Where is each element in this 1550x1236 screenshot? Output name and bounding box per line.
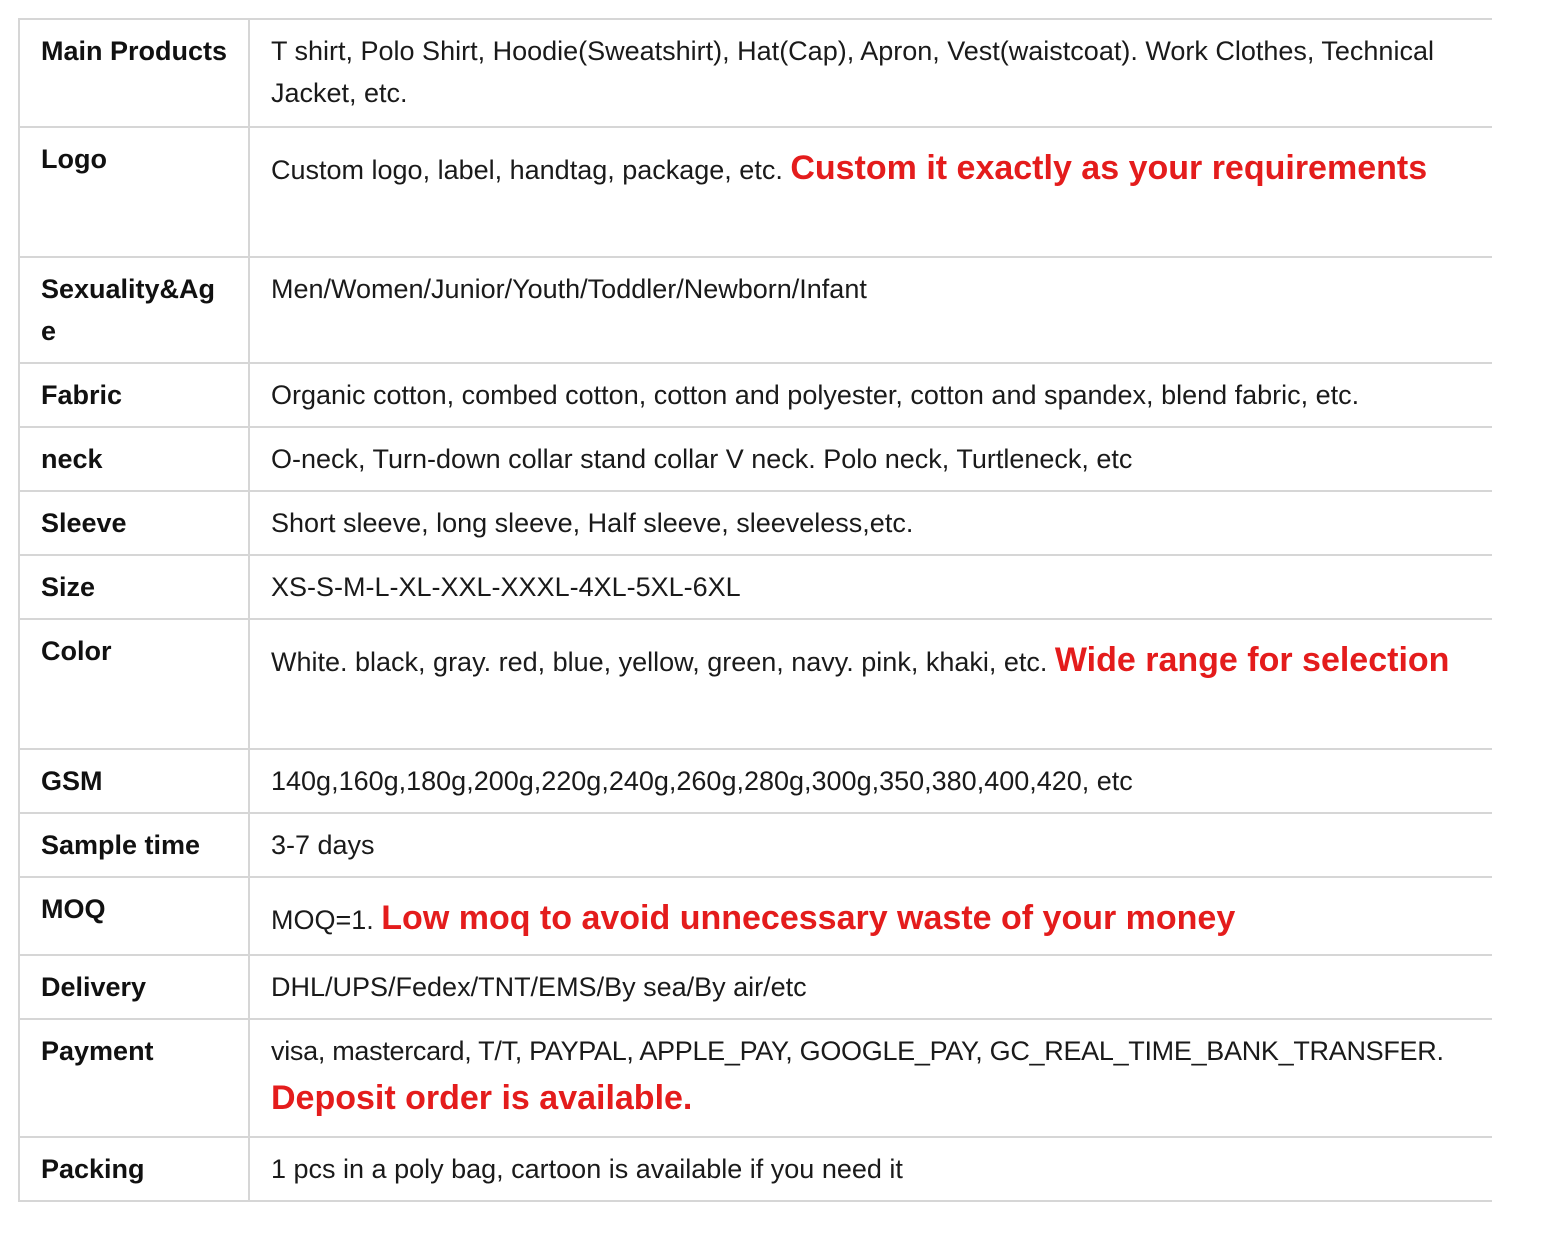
table-row [19, 257, 1492, 363]
row-label-fabric: Fabric [19, 363, 249, 427]
table-row [19, 619, 1492, 749]
row-label-sleeve: Sleeve [19, 491, 249, 555]
row-value-main-products [249, 19, 1492, 127]
row-label-neck: neck [19, 427, 249, 491]
row-value-color [249, 619, 1492, 749]
row-value-packing: 1 pcs in a poly bag, cartoon is available if you need it [249, 1137, 1492, 1201]
row-value-text: White. black, gray. red, blue, yellow, green, navy. pink, khaki, etc. [271, 647, 1055, 677]
row-label-color: Color [19, 619, 249, 749]
highlight-text: Wide range for selection [1054, 641, 1450, 679]
table-row [19, 19, 1492, 127]
table-row [19, 127, 1492, 257]
table-row [19, 491, 1492, 555]
row-value-size: XS-S-M-L-XL-XXL-XXXL-4XL-5XL-6XL [249, 555, 1492, 619]
row-value-text: Custom logo, label, handtag, package, etc. [271, 155, 791, 185]
row-value-text: MOQ=1. [271, 905, 382, 935]
product-spec-table [18, 18, 1492, 1202]
row-label-moq: MOQ [19, 877, 249, 955]
table-row [19, 955, 1492, 1019]
row-label-gsm: GSM [19, 749, 249, 813]
table-row [19, 749, 1492, 813]
row-value-sample-time: 3-7 days [249, 813, 1492, 877]
row-label-delivery: Delivery [19, 955, 249, 1019]
row-label-payment: Payment [19, 1019, 249, 1137]
row-label-logo: Logo [19, 127, 249, 257]
highlight-text: Custom it exactly as your requirements [790, 149, 1428, 187]
row-value-delivery: DHL/UPS/Fedex/TNT/EMS/By sea/By air/etc [249, 955, 1492, 1019]
row-label-main-products: Main Products [19, 19, 249, 127]
row-value-fabric: Organic cotton, combed cotton, cotton and polyester, cotton and spandex, blend fabric, etc. [249, 363, 1492, 427]
table-row [19, 877, 1492, 955]
table-row [19, 363, 1492, 427]
row-value-sexuality-age: Men/Women/Junior/Youth/Toddler/Newborn/Infant [249, 257, 1492, 363]
row-value-payment [249, 1019, 1492, 1137]
row-label-sexuality-age [19, 257, 249, 363]
row-value-text: visa, mastercard, T/T, PAYPAL, APPLE_PAY, GOOGLE_PAY, GC_REAL_TIME_BANK_TRANSFER. [271, 1036, 1444, 1066]
row-label-size: Size [19, 555, 249, 619]
row-value-moq [249, 877, 1492, 955]
row-label-sample-time: Sample time [19, 813, 249, 877]
highlight-text: Low moq to avoid unnecessary waste of your money [381, 899, 1236, 937]
row-value-gsm: 140g,160g,180g,200g,220g,240g,260g,280g,300g,350,380,400,420, etc [249, 749, 1492, 813]
table-row [19, 1137, 1492, 1201]
highlight-text: Deposit order is available. [271, 1079, 693, 1117]
row-label-packing: Packing [19, 1137, 249, 1201]
table-row [19, 555, 1492, 619]
table-row [19, 813, 1492, 877]
row-label-text: Sexuality&Age [41, 274, 216, 346]
row-value-text: T shirt, Polo Shirt, Hoodie(Sweatshirt), Hat(Cap), Apron, Vest(waistcoat). Work Clothes, Technical Jacket, etc. [271, 36, 1434, 108]
row-value-sleeve: Short sleeve, long sleeve, Half sleeve, sleeveless,etc. [249, 491, 1492, 555]
table-row [19, 1019, 1492, 1137]
row-value-neck: O-neck, Turn-down collar stand collar V neck. Polo neck, Turtleneck, etc [249, 427, 1492, 491]
table-row [19, 427, 1492, 491]
row-value-logo [249, 127, 1492, 257]
